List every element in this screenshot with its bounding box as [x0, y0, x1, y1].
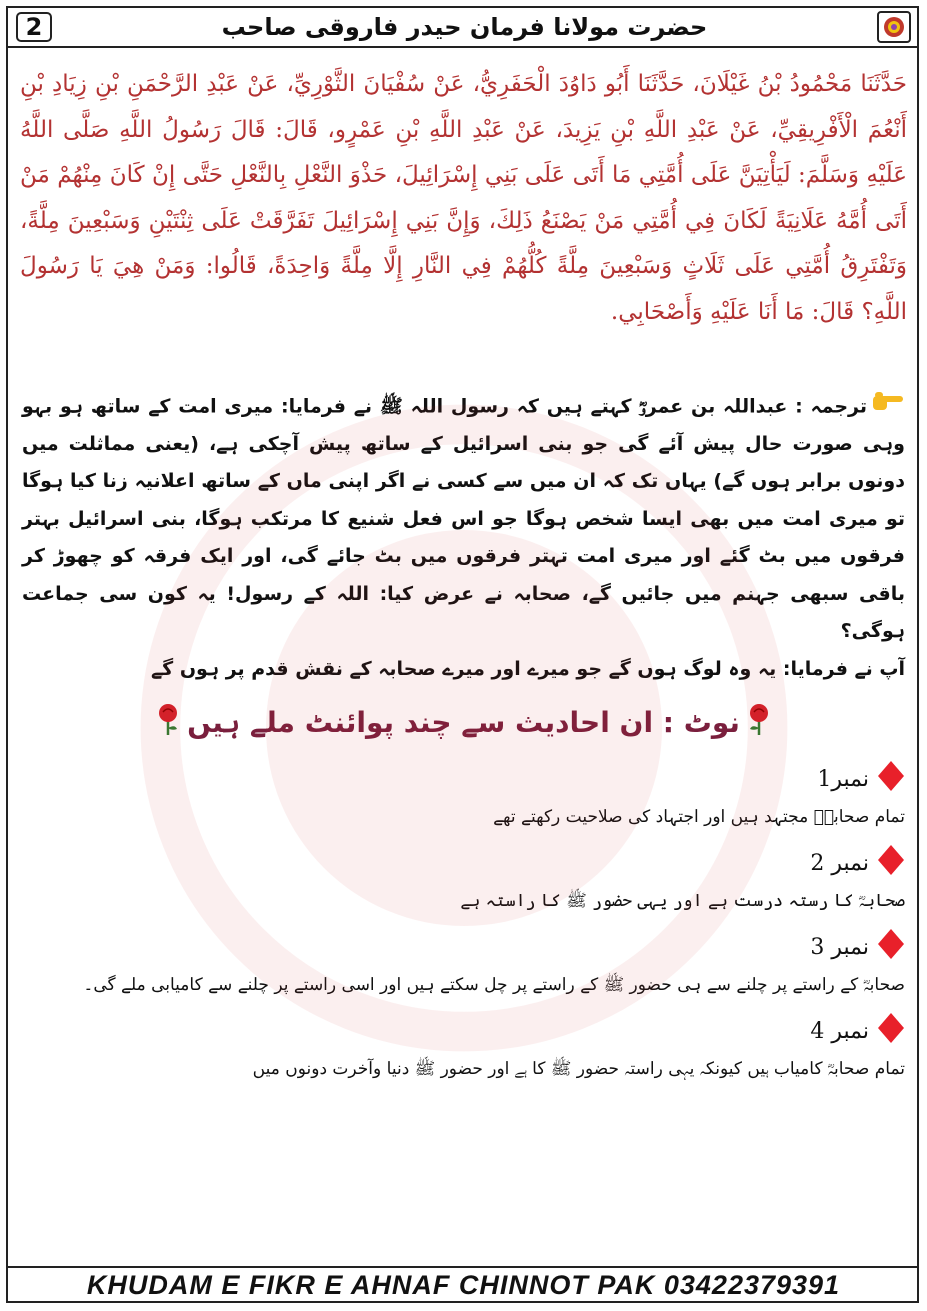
red-diamond-icon: [877, 1012, 905, 1050]
red-diamond-icon: [877, 760, 905, 798]
translation-paragraph: [22, 388, 905, 651]
point-text: تمام صحابہؓ کامیاب ہیں کیونکہ یہی راستہ حضور ﷺ کا ہے اور حضور ﷺ دنیا وآخرت دونوں میں: [252, 1059, 905, 1080]
point-label: نمبر 4: [810, 1018, 869, 1044]
rose-icon: [155, 702, 181, 743]
note-title-text: نوٹ : ان احادیث سے چند پوائنٹ ملے ہیں: [187, 706, 740, 740]
red-diamond-icon: [877, 844, 905, 882]
point-label: نمبر 2: [810, 850, 869, 876]
page-number: 2: [16, 12, 52, 42]
page-title: حضرت مولانا فرمان حیدر فاروقی صاحب: [221, 13, 708, 41]
pointing-hand-icon: [871, 388, 905, 426]
point-label: نمبر1: [817, 766, 869, 792]
logo-badge-icon: [877, 11, 911, 43]
rose-icon: [746, 702, 772, 743]
point-label: نمبر 3: [810, 934, 869, 960]
point-header: [22, 759, 905, 799]
note-heading: [14, 702, 913, 743]
points-list: [14, 759, 913, 1087]
footer-banner: KHUDAM E FIKR E AHNAF CHINNOT PAK 03422379391: [8, 1266, 919, 1303]
point-header: [22, 843, 905, 883]
translation-answer: آپ نے فرمایا: یہ وہ لوگ ہوں گے جو میرے اور میرے صحابہ کے نقش قدم پر ہوں گے: [151, 657, 905, 680]
point-text: صحابہؓ کا رستہ درست ہے اور یہی حضور ﷺ کا راستہ ہے: [460, 891, 905, 912]
list-item: [14, 843, 913, 919]
hadith-arabic-text: حَدَّثَنَا مَحْمُودُ بْنُ غَيْلَانَ، حَدَّثَنَا أَبُو دَاوُدَ الْحَفَرِيُّ، عَنْ سُفْيَانَ الثَّوْرِيِّ، عَنْ عَبْدِ الرَّحْمَنِ بْنِ زِيَادِ بْنِ أَنْعُمَ الْأَفْرِيقِيِّ، عَنْ عَبْدِ اللَّهِ بْنِ يَزِيدَ، عَنْ عَبْدِ اللَّهِ بْنِ عَمْرٍو، قَالَ: قَالَ رَسُولُ اللَّهِ صَلَّى اللَّهُ عَلَيْهِ وَسَلَّمَ: لَيَأْتِيَنَّ عَلَى أُمَّتِي مَا أَتَى عَلَى بَنِي إِسْرَائِيلَ، حَذْوَ النَّعْلِ بِالنَّعْلِ حَتَّى إِنْ كَانَ مِنْهُمْ مَنْ أَتَى أُمَّهُ عَلَانِيَةً لَكَانَ فِي أُمَّتِي مَنْ يَصْنَعُ ذَلِكَ، وَإِنَّ بَنِي إِسْرَائِيلَ تَفَرَّقَتْ عَلَى ثِنْتَيْنِ وَسَبْعِينَ مِلَّةً، وَتَفْتَرِقُ أُمَّتِي عَلَى ثَلَاثٍ وَسَبْعِينَ مِلَّةً كُلُّهُمْ فِي النَّارِ إِلَّا مِلَّةً وَاحِدَةً، قَالُوا: وَمَنْ هِيَ يَا رَسُولَ اللَّهِ؟ قَالَ: مَا أَنَا عَلَيْهِ وَأَصْحَابِي.: [20, 71, 907, 325]
red-diamond-icon: [877, 928, 905, 966]
point-header: [22, 927, 905, 967]
translation-block: [14, 388, 913, 688]
list-item: [14, 759, 913, 835]
translation-text: ترجمہ : عبداللہ بن عمروؓ کہتے ہیں کہ رسول اللہ ﷺ نے فرمایا: میری امت کے ساتھ ہو بہو وہی صورت حال پیش آئے گی جو بنی اسرائیل کے ساتھ پیش آچکی ہے، (یعنی مماثلت میں دونوں برابر ہوں گے) یہاں تک کہ ان میں سے کسی نے اگر اپنی ماں کے ساتھ اعلانیہ زنا کیا ہوگا تو میری امت میں بھی ایسا شخص ہوگا جو اس فعل شنیع کا مرتکب ہوگا، بنی اسرائیل بہتر فرقوں میں بٹ گئے اور میری امت تہتر فرقوں میں بٹ جائے گی، اور ایک فرقہ کو چھوڑ کر باقی سبھی جہنم میں جائیں گے، صحابہ نے عرض کیا: اللہ کے رسول! یہ کون سی جماعت ہوگی؟: [22, 395, 905, 643]
point-text: تمام صحابہؓ مجتہد ہیں اور اجتہاد کی صلاحیت رکھتے تھے: [493, 807, 905, 828]
point-header: [22, 1011, 905, 1051]
main-content: [14, 58, 913, 1264]
list-item: [14, 1011, 913, 1087]
point-text: صحابہؓ کے راستے پر چلنے سے ہی حضور ﷺ کے راستے پر چل سکتے ہیں اور اسی راستے پر چلنے سے کامیابی ملے گی۔: [83, 975, 905, 996]
header: [8, 8, 919, 48]
list-item: [14, 927, 913, 1003]
